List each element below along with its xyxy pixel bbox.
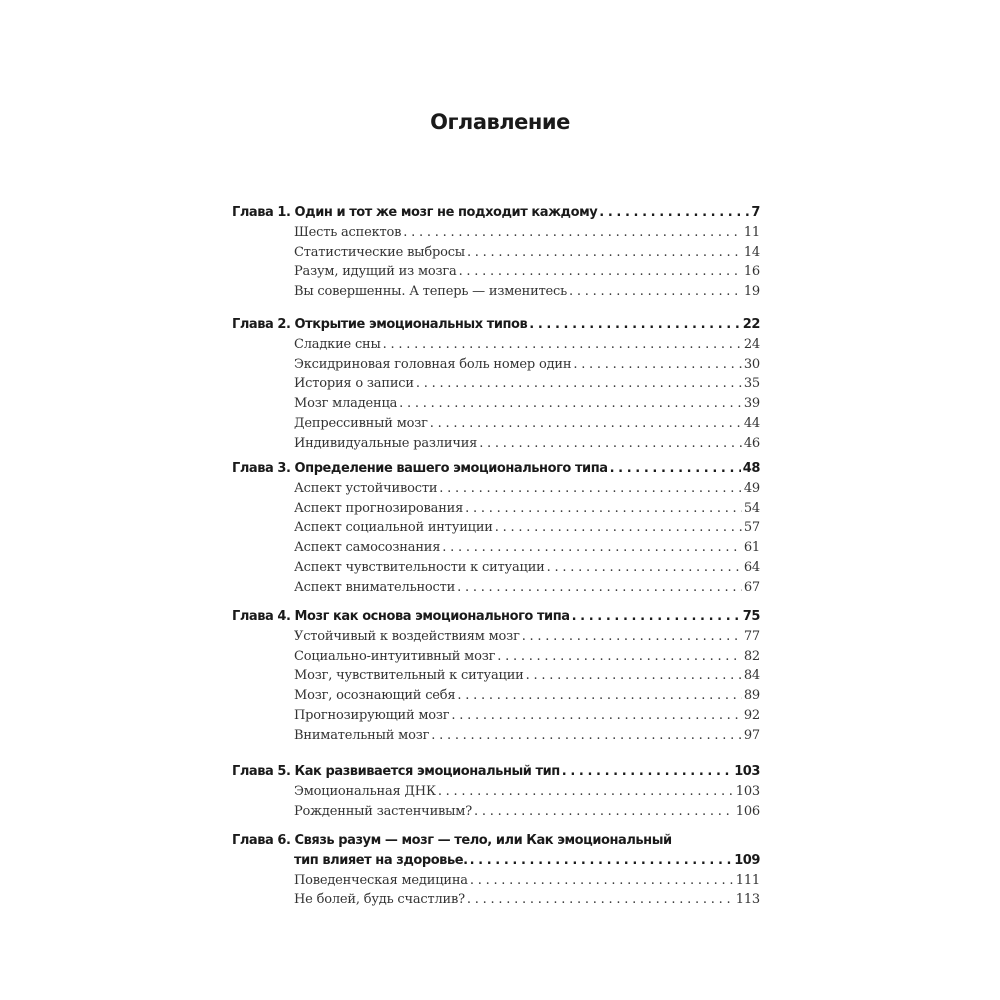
chapter-entry-page: 22 bbox=[742, 317, 760, 332]
section-entry-label: Рожденный застенчивым? bbox=[294, 803, 472, 819]
section-entry[interactable] bbox=[232, 499, 760, 519]
chapter-entry-label: Глава 3. Определение вашего эмоционального типа bbox=[232, 461, 608, 476]
dot-leader bbox=[474, 802, 734, 822]
section-entry-page: 11 bbox=[743, 224, 760, 240]
section-entry[interactable] bbox=[232, 782, 760, 802]
chapter-entry-page: 75 bbox=[742, 609, 760, 624]
section-entry-label: История о записи bbox=[294, 376, 414, 392]
chapter-block bbox=[232, 831, 760, 910]
dot-leader bbox=[399, 394, 742, 414]
chapter-entry-continued[interactable] bbox=[232, 851, 760, 871]
section-entry-label: Индивидуальные различия bbox=[294, 435, 478, 451]
section-entry-page: 54 bbox=[743, 500, 760, 516]
dot-leader bbox=[529, 315, 741, 335]
dot-leader bbox=[467, 243, 742, 263]
dot-leader bbox=[610, 459, 741, 479]
section-entry-label: Сладкие сны bbox=[294, 336, 381, 352]
chapter-entry-page: 103 bbox=[734, 764, 760, 779]
section-entry-page: 30 bbox=[743, 356, 760, 372]
dot-leader bbox=[465, 499, 742, 519]
section-entry[interactable] bbox=[232, 706, 760, 726]
section-entry[interactable] bbox=[232, 374, 760, 394]
section-entry-label: Мозг, чувствительный к ситуации bbox=[294, 668, 524, 684]
dot-leader bbox=[495, 518, 742, 538]
section-entry[interactable] bbox=[232, 871, 760, 891]
dot-leader bbox=[430, 414, 742, 434]
section-entry-page: 39 bbox=[743, 396, 760, 412]
dot-leader bbox=[467, 890, 734, 910]
dot-leader bbox=[403, 223, 742, 243]
section-entry-label: Аспект чувствительности к ситуации bbox=[294, 559, 545, 575]
dot-leader bbox=[572, 607, 741, 627]
section-entry-label: Аспект прогнозирования bbox=[294, 500, 464, 516]
section-entry-page: 103 bbox=[735, 783, 760, 799]
chapter-entry-label: Глава 1. Один и тот же мозг не подходит каждому bbox=[232, 205, 598, 220]
chapter-entry-page: 48 bbox=[742, 461, 760, 476]
chapter-block bbox=[232, 203, 760, 302]
chapter-entry[interactable] bbox=[232, 762, 760, 782]
section-entry-page: 113 bbox=[735, 892, 760, 908]
dot-leader bbox=[442, 538, 742, 558]
section-entry[interactable] bbox=[232, 479, 760, 499]
section-entry-label: Статистические выбросы bbox=[294, 244, 465, 260]
section-entry-label: Депрессивный мозг bbox=[294, 415, 428, 431]
section-entry[interactable] bbox=[232, 355, 760, 375]
section-entry[interactable] bbox=[232, 434, 760, 454]
section-entry-label: Аспект внимательности bbox=[294, 579, 456, 595]
dot-leader bbox=[439, 479, 742, 499]
section-entry-label: Эксидриновая головная боль номер один bbox=[294, 356, 572, 372]
section-entry-label: Не болей, будь счастлив? bbox=[294, 892, 465, 908]
dot-leader bbox=[451, 706, 741, 726]
section-entry-page: 24 bbox=[743, 336, 760, 352]
dot-leader bbox=[497, 647, 742, 667]
section-entry-page: 67 bbox=[743, 579, 760, 595]
section-entry-page: 64 bbox=[743, 559, 760, 575]
dot-leader bbox=[383, 335, 742, 355]
section-entry[interactable] bbox=[232, 627, 760, 647]
chapter-block bbox=[232, 315, 760, 454]
section-entry-label: Внимательный мозг bbox=[294, 727, 430, 743]
section-entry-page: 97 bbox=[743, 727, 760, 743]
page-title: Оглавление bbox=[430, 110, 570, 134]
dot-leader bbox=[599, 203, 749, 223]
section-entry[interactable] bbox=[232, 394, 760, 414]
dot-leader bbox=[479, 434, 742, 454]
dot-leader bbox=[431, 726, 742, 746]
section-entry-page: 35 bbox=[743, 376, 760, 392]
dot-leader bbox=[547, 558, 742, 578]
section-entry-page: 61 bbox=[743, 540, 760, 556]
section-entry-label: Мозг, осознающий себя bbox=[294, 688, 456, 704]
chapter-entry[interactable] bbox=[232, 203, 760, 223]
section-entry-label: Аспект социальной интуиции bbox=[294, 520, 493, 536]
section-entry-label: Аспект самосознания bbox=[294, 540, 441, 556]
section-entry-page: 57 bbox=[743, 520, 760, 536]
section-entry-label: Прогнозирующий мозг bbox=[294, 707, 450, 723]
dot-leader bbox=[416, 374, 742, 394]
dot-leader bbox=[457, 578, 742, 598]
section-entry-page: 89 bbox=[743, 688, 760, 704]
section-entry[interactable] bbox=[232, 414, 760, 434]
section-entry-page: 19 bbox=[743, 284, 760, 300]
dot-leader bbox=[470, 871, 734, 891]
dot-leader bbox=[459, 262, 742, 282]
section-entry-page: 82 bbox=[743, 648, 760, 664]
chapter-entry-page: 7 bbox=[751, 205, 760, 220]
section-entry[interactable] bbox=[232, 538, 760, 558]
section-entry[interactable] bbox=[232, 558, 760, 578]
section-entry-page: 46 bbox=[743, 435, 760, 451]
section-entry-label: Эмоциональная ДНК bbox=[294, 783, 436, 799]
section-entry-label: Социально-интуитивный мозг bbox=[294, 648, 496, 664]
section-entry[interactable] bbox=[232, 335, 760, 355]
section-entry-page: 111 bbox=[735, 872, 760, 888]
chapter-block bbox=[232, 762, 760, 821]
dot-leader bbox=[562, 762, 732, 782]
chapter-entry[interactable] bbox=[232, 831, 760, 851]
dot-leader bbox=[457, 686, 741, 706]
section-entry-label: Вы совершенны. А теперь — изменитесь bbox=[294, 284, 568, 300]
section-entry-page: 92 bbox=[743, 707, 760, 723]
section-entry-page: 16 bbox=[743, 264, 760, 280]
chapter-entry[interactable] bbox=[232, 459, 760, 479]
section-entry[interactable] bbox=[232, 647, 760, 667]
section-entry[interactable] bbox=[232, 890, 760, 910]
chapter-entry-continued-page: 109 bbox=[734, 852, 760, 868]
section-entry-page: 49 bbox=[743, 480, 760, 496]
chapter-entry-label: Глава 2. Открытие эмоциональных типов bbox=[232, 317, 528, 332]
chapter-entry-label: Глава 6. Связь разум — мозг — тело, или Как эмоциональный bbox=[232, 833, 672, 848]
section-entry-label: Шесть аспектов bbox=[294, 224, 402, 240]
chapter-entry-label: Глава 4. Мозг как основа эмоционального типа bbox=[232, 609, 570, 624]
section-entry[interactable] bbox=[232, 802, 760, 822]
section-entry[interactable] bbox=[232, 282, 760, 302]
section-entry-label: Разум, идущий из мозга bbox=[294, 264, 457, 280]
dot-leader bbox=[470, 851, 733, 871]
section-entry[interactable] bbox=[232, 726, 760, 746]
chapter-entry-label: Глава 5. Как развивается эмоциональный тип bbox=[232, 764, 560, 779]
section-entry-page: 77 bbox=[743, 628, 760, 644]
dot-leader bbox=[569, 282, 742, 302]
section-entry[interactable] bbox=[232, 243, 760, 263]
section-entry[interactable] bbox=[232, 666, 760, 686]
section-entry[interactable] bbox=[232, 223, 760, 243]
dot-leader bbox=[526, 666, 742, 686]
section-entry[interactable] bbox=[232, 262, 760, 282]
chapter-entry[interactable] bbox=[232, 607, 760, 627]
chapter-block bbox=[232, 459, 760, 598]
section-entry-page: 14 bbox=[743, 244, 760, 260]
dot-leader bbox=[522, 627, 742, 647]
section-entry-label: Мозг младенца bbox=[294, 396, 398, 412]
dot-leader bbox=[573, 355, 742, 375]
section-entry-label: Аспект устойчивости bbox=[294, 480, 438, 496]
section-entry-page: 84 bbox=[743, 668, 760, 684]
section-entry[interactable] bbox=[232, 578, 760, 598]
section-entry-page: 44 bbox=[743, 415, 760, 431]
chapter-entry[interactable] bbox=[232, 315, 760, 335]
section-entry-page: 106 bbox=[735, 803, 760, 819]
section-entry[interactable] bbox=[232, 686, 760, 706]
dot-leader bbox=[438, 782, 734, 802]
section-entry[interactable] bbox=[232, 518, 760, 538]
section-entry-label: Поведенческая медицина bbox=[294, 872, 468, 888]
chapter-entry-continued-label: тип влияет на здоровье. bbox=[294, 852, 468, 868]
chapter-block bbox=[232, 607, 760, 746]
section-entry-label: Устойчивый к воздействиям мозг bbox=[294, 628, 520, 644]
